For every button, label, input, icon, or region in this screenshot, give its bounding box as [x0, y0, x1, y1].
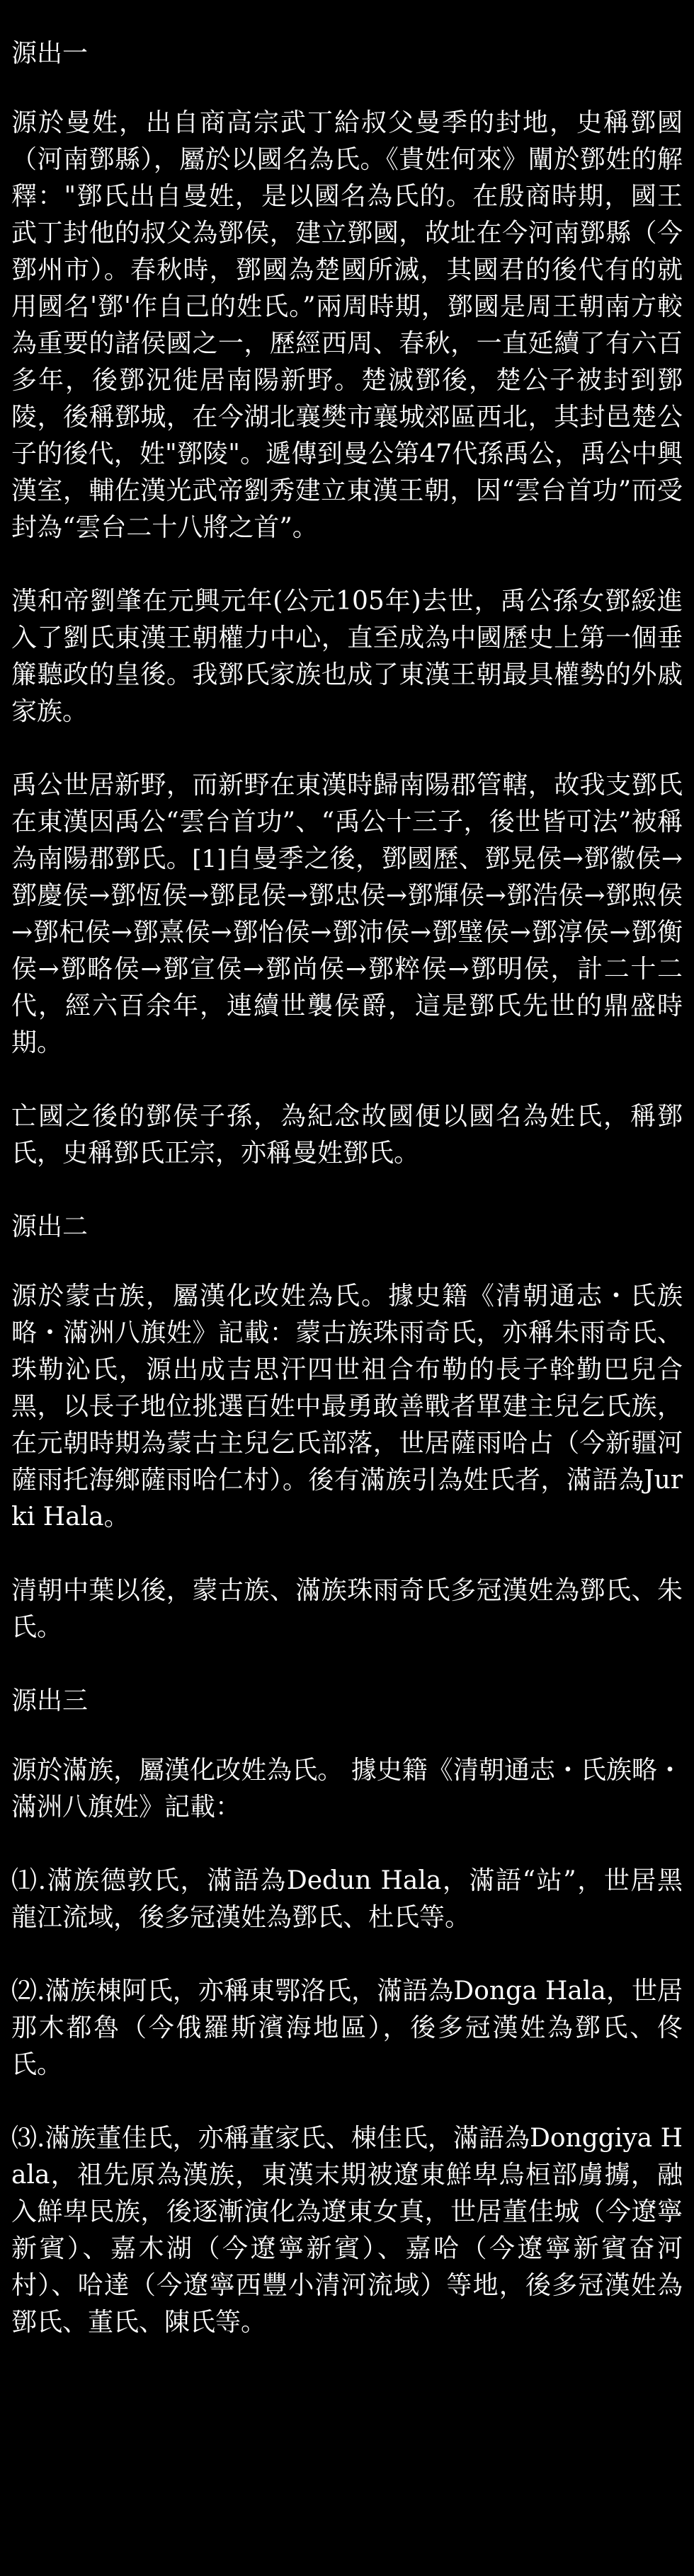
paragraph: 漢和帝劉肇在元興元年(公元105年)去世，禹公孫女鄧綏進入了劉氏東漢王朝權力中心，直至成為中國歷史上第一個垂簾聽政的皇後。我鄧氏家族也成了東漢王朝最具權勢的外戚家族。: [11, 587, 683, 726]
paragraph: 源於蒙古族，屬漢化改姓為氏。據史籍《清朝通志・氏族略・滿洲八旗姓》記載：蒙古族珠雨奇氏，亦稱朱雨奇氏、珠勒沁氏，源出成吉思汗四世祖合布勒的長子斡勤巴兒合黑，以長子地位挑選百姓中最勇敢善戰者單建主兒乞氏族，在元朝時期為蒙古主兒乞氏部落，世居薩雨哈占（今新疆河薩雨托海鄉薩雨哈仁村）。後有滿族引為姓氏者，滿語為Jurki Hala。: [11, 1282, 683, 1531]
section-heading: 源出三: [11, 1686, 89, 1715]
paragraph: [11, 767, 683, 1062]
citation-link[interactable]: [1]: [192, 845, 227, 873]
section-origin-1: [11, 35, 683, 1172]
list-item: ⑵.滿族棟阿氏，亦稱東鄂洛氏，滿語為Donga Hala，世居那木都魯（今俄羅斯濱海地區），後多冠漢姓為鄧氏、佟氏。: [11, 1977, 683, 2079]
list-item: ⑴.滿族德敦氏，滿語為Dedun Hala，滿語“站”，世居黑龍江流域，後多冠漢姓為鄧氏、杜氏等。: [11, 1866, 683, 1932]
paragraph: 亡國之後的鄧侯子孫，為紀念故國便以國名為姓氏，稱鄧氏，史稱鄧氏正宗，亦稱曼姓鄧氏。: [11, 1102, 683, 1168]
paragraph: 清朝中葉以後，蒙古族、滿族珠雨奇氏多冠漢姓為鄧氏、朱氏。: [11, 1576, 683, 1642]
section-heading: 源出一: [11, 39, 89, 68]
paragraph-text: 禹公世居新野，而新野在東漢時歸南陽郡管轄，故我支鄧氏在東漢因禹公“雲台首功”、“禹公十三子，後世皆可法”被稱為南陽郡鄧氏。: [11, 771, 683, 873]
section-origin-2: [11, 1209, 683, 1646]
paragraph: 源於曼姓，出自商高宗武丁給叔父曼季的封地，史稱鄧國（河南鄧縣），屬於以國名為氏。《貴姓何來》闡於鄧姓的解釋："鄧氏出自曼姓，是以國名為氏的。在殷商時期，國王武丁封他的叔父為鄧侯，建立鄧國，故址在今河南鄧縣（今鄧州市）。春秋時，鄧國為楚國所滅，其國君的後代有的就用國名'鄧'作自己的姓氏。”兩周時期，鄧國是周王朝南方較為重要的諸侯國之一，歷經西周、春秋，一直延續了有六百多年，後鄧況徙居南陽新野。楚滅鄧後，楚公子被封到鄧陵，後稱鄧城，在今湖北襄樊市襄城郊區西北，其封邑楚公子的後代，姓"鄧陵"。遞傳到曼公第47代孫禹公，禹公中興漢室，輔佐漢光武帝劉秀建立東漢王朝，因“雲台首功”而受封為“雲台二十八將之首”。: [11, 108, 683, 542]
list-item: ⑶.滿族董佳氏，亦稱董家氏、棟佳氏，滿語為Donggiya Hala，祖先原為漢族，東漢末期被遼東鮮卑烏桓部虜擄，融入鮮卑民族，後逐漸演化為遼東女真，世居董佳城（今遼寧新賓）、嘉木湖（今遼寧新賓）、嘉哈（今遼寧新賓奋河村）、哈達（今遼寧西豐小清河流域）等地，後多冠漢姓為鄧氏、董氏、陳氏等。: [11, 2124, 683, 2337]
section-origin-3: [11, 1683, 683, 2341]
paragraph: 源於滿族，屬漢化改姓為氏。 據史籍《清朝通志・氏族略・滿洲八旗姓》記載：: [11, 1756, 683, 1822]
paragraph-text: 自曼季之後，鄧國歷、鄧晃侯→鄧徽侯→鄧慶侯→鄧恆侯→鄧昆侯→鄧忠侯→鄧輝侯→鄧浩侯→鄧煦侯→鄧杞侯→鄧熹侯→鄧怡侯→鄧沛侯→鄧璧侯→鄧淳侯→鄧衡侯→鄧略侯→鄧宣侯→鄧尚侯→鄧粹侯→鄧明侯，計二十二代，經六百余年，連續世襲侯爵，這是鄧氏先世的鼎盛時期。: [11, 844, 683, 1057]
section-heading: 源出二: [11, 1212, 89, 1241]
